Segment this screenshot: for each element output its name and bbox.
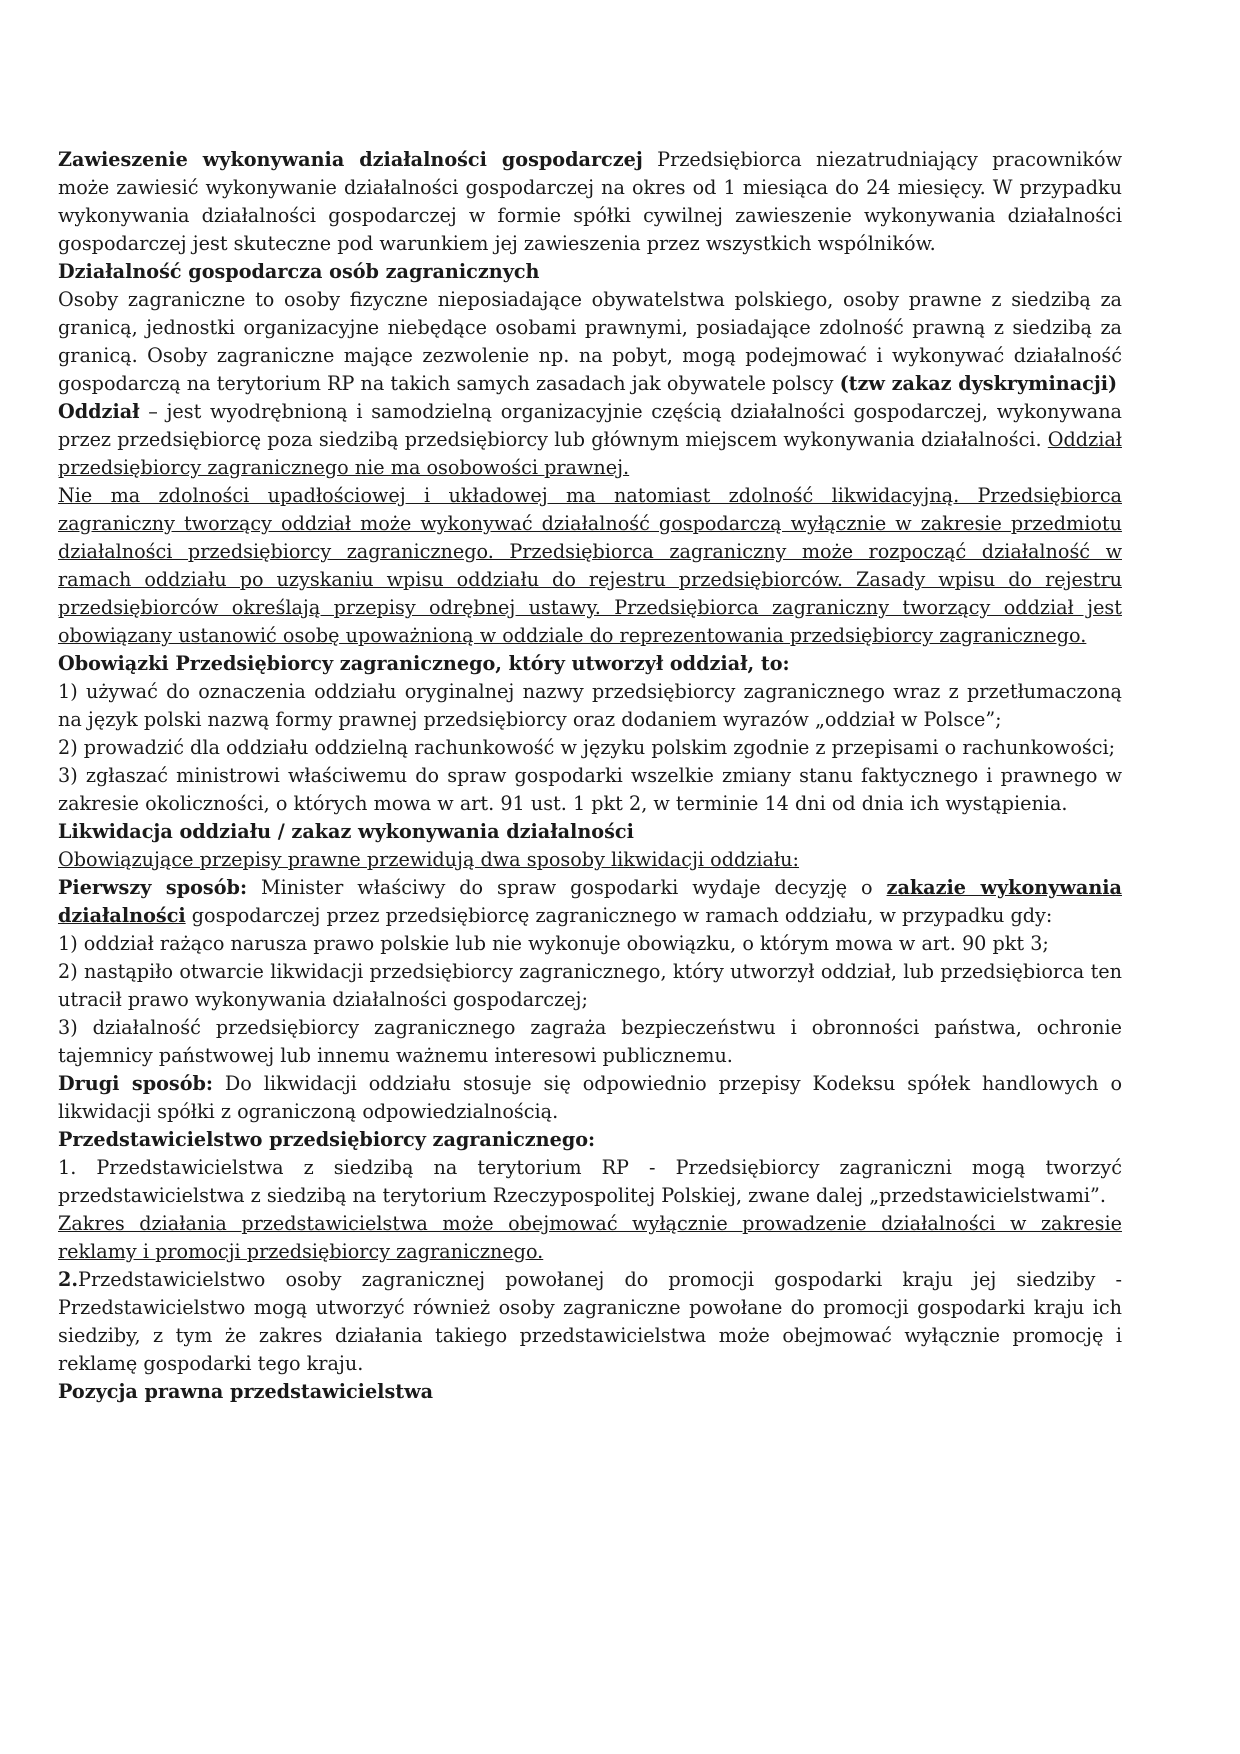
bold-tail-foreign-persons: (tzw zakaz dyskryminacji) [839, 372, 1118, 395]
paragraph-first-method [58, 874, 1122, 930]
paragraph-foreign-persons [58, 286, 1122, 398]
tail-first-method: gospodarczej przez przedsiębiorcę zagranicznego w ramach oddziału, w przypadku gdy: [185, 904, 1053, 927]
text-first-method: Minister właściwy do spraw gospodarki wydaje decyzję o [247, 876, 887, 899]
heading-legal-position [58, 1378, 1122, 1406]
heading-obligations-text: Obowiązki Przedsiębiorcy zagranicznego, który utworzył oddział, to: [58, 652, 790, 675]
paragraph-branch [58, 398, 1122, 482]
document-page [58, 146, 1122, 1406]
text-branch: – jest wyodrębnioną i samodzielną organizacyjnie częścią działalności gospodarczej, wykonywana przez przedsiębiorcę poza siedzibą przedsiębiorcy lub głównym miejscem wykonywania działalności. [58, 400, 1122, 451]
liquidation-item-1: 1) oddział rażąco narusza prawo polskie lub nie wykonuje obowiązku, o którym mowa w art. 90 pkt 3; [58, 932, 1049, 955]
heading-suspension: Zawieszenie wykonywania działalności gospodarczej [58, 148, 643, 171]
text-second-method: Do likwidacji oddziału stosuje się odpowiednio przepisy Kodeksu spółek handlowych o likwidacji spółki z ograniczoną odpowiedzialnością. [58, 1072, 1122, 1123]
representation-paragraph-2 [58, 1266, 1122, 1378]
text-foreign-persons: Osoby zagraniczne to osoby fizyczne nieposiadające obywatelstwa polskiego, osoby prawne z siedzibą za granicą, jednostki organizacyjne niebędące osobami prawnymi, posiadające zdolność prawną z siedzibą za granicą. Osoby zagraniczne mające zezwolenie np. na pobyt, mogą podejmować i wykonywać działalność gospodarczą na terytorium RP na takich samych zasadach jak obywatele polscy [58, 288, 1122, 395]
heading-obligations [58, 650, 1122, 678]
paragraph-suspension [58, 146, 1122, 258]
paragraph-branch-underlined: Nie ma zdolności upadłościowej i układowej ma natomiast zdolność likwidacyjną. Przedsiębiorca zagraniczny tworzący oddział może wykonywać działalność gospodarczą wyłącznie w zakresie przedmiotu działalności przedsiębiorcy zagranicznego. Przedsiębiorca zagraniczny może rozpocząć działalność w ramach oddziału po uzyskaniu wpisu oddziału do rejestru przedsiębiorców. Zasady wpisu do rejestru przedsiębiorców określają przepisy odrębnej ustawy. Przedsiębiorca zagraniczny tworzący oddział jest obowiązany ustanowić osobę upoważnioną w oddziale do reprezentowania przedsiębiorcy zagranicznego. [58, 484, 1122, 647]
heading-liquidation-text: Likwidacja oddziału / zakaz wykonywania działalności [58, 820, 634, 843]
representation-underlined: Zakres działania przedstawicielstwa może obejmować wyłącznie prowadzenie działalności w zakresie reklamy i promocji przedsiębiorcy zagranicznego. [58, 1212, 1122, 1263]
liquidation-intro: Obowiązujące przepisy prawne przewidują dwa sposoby likwidacji oddziału: [58, 848, 799, 871]
heading-representation-text: Przedstawicielstwo przedsiębiorcy zagranicznego: [58, 1128, 596, 1151]
representation-number-2: 2. [58, 1268, 79, 1291]
heading-representation [58, 1126, 1122, 1154]
label-second-method: Drugi sposób: [58, 1072, 214, 1095]
obligation-item-2: 2) prowadzić dla oddziału oddzielną rachunkowość w języku polskim zgodnie z przepisami o rachunkowości; [58, 736, 1116, 759]
heading-foreign-persons [58, 258, 1122, 286]
liquidation-item-3: 3) działalność przedsiębiorcy zagranicznego zagraża bezpieczeństwu i obronności państwa, ochronie tajemnicy państwowej lub innemu ważnemu interesowi publicznemu. [58, 1016, 1122, 1067]
heading-foreign-persons-text: Działalność gospodarcza osób zagranicznych [58, 260, 540, 283]
bold-underlined-ban: zakazie wykonywania działalności [58, 876, 1122, 927]
underlined-branch-note: Oddział przedsiębiorcy zagranicznego nie ma osobowości prawnej. [58, 428, 1122, 479]
text-suspension: Przedsiębiorca niezatrudniający pracowników może zawiesić wykonywanie działalności gospodarczej na okres od 1 miesiąca do 24 miesięcy. W przypadku wykonywania działalności gospodarczej w formie spółki cywilnej zawieszenie wykonywania działalności gospodarczej jest skuteczne pod warunkiem jej zawieszenia przez wszystkich wspólników. [58, 148, 1122, 255]
label-first-method: Pierwszy sposób: [58, 876, 248, 899]
liquidation-item-2: 2) nastąpiło otwarcie likwidacji przedsiębiorcy zagranicznego, który utworzył oddział, lub przedsiębiorca ten utracił prawo wykonywania działalności gospodarczej; [58, 960, 1122, 1011]
paragraph-second-method [58, 1070, 1122, 1126]
heading-legal-position-text: Pozycja prawna przedstawicielstwa [58, 1380, 434, 1403]
representation-paragraph-1: 1. Przedstawicielstwa z siedzibą na terytorium RP - Przedsiębiorcy zagraniczni mogą tworzyć przedstawicielstwa z siedzibą na terytorium Rzeczypospolitej Polskiej, zwane dalej „przedstawicielstwami”. [58, 1156, 1122, 1207]
representation-text-2: Przedstawicielstwo osoby zagranicznej powołanej do promocji gospodarki kraju jej siedziby - Przedstawicielstwo mogą utworzyć również osoby zagraniczne powołane do promocji gospodarki kraju ich siedziby, z tym że zakres działania takiego przedstawicielstwa może obejmować wyłącznie promocję i reklamę gospodarki tego kraju. [58, 1268, 1122, 1375]
obligation-item-1: 1) używać do oznaczenia oddziału oryginalnej nazwy przedsiębiorcy zagranicznego wraz z przetłumaczoną na język polski nazwą formy prawnej przedsiębiorcy oraz dodaniem wyrazów „oddział w Polsce”; [58, 680, 1122, 731]
heading-liquidation [58, 818, 1122, 846]
obligation-item-3: 3) zgłaszać ministrowi właściwemu do spraw gospodarki wszelkie zmiany stanu faktycznego i prawnego w zakresie okoliczności, o których mowa w art. 91 ust. 1 pkt 2, w terminie 14 dni od dnia ich wystąpienia. [58, 764, 1122, 815]
heading-branch: Oddział [58, 400, 140, 423]
